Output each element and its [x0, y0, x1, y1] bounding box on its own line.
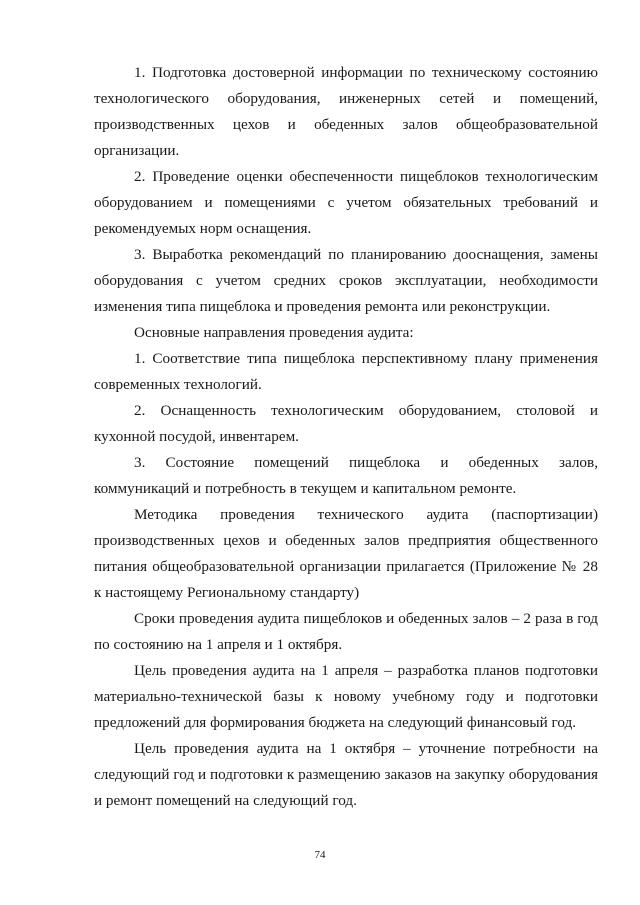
document-body — [94, 60, 598, 814]
paragraph-goal-3: 3. Выработка рекомендаций по планированию дооснащения, замены оборудования с учетом средних сроков эксплуатации, необходимости изменения типа пищеблока и проведения ремонта или реконструкции. — [94, 246, 598, 315]
paragraph-direction-3: 3. Состояние помещений пищеблока и обеденных залов, коммуникаций и потребность в текущем и капитальном ремонте. — [94, 454, 598, 497]
paragraph-audit-schedule: Сроки проведения аудита пищеблоков и обеденных залов – 2 раза в год по состоянию на 1 апреля и 1 октября. — [94, 610, 598, 653]
paragraph-goal-2: 2. Проведение оценки обеспеченности пищеблоков технологическим оборудованием и помещениями с учетом обязательных требований и рекомендуемых норм оснащения. — [94, 168, 598, 237]
page-number: 74 — [314, 849, 326, 861]
paragraph-october-goal: Цель проведения аудита на 1 октября – уточнение потребности на следующий год и подготовки к размещению заказов на закупку оборудования и ремонт помещений на следующий год. — [94, 740, 598, 809]
paragraph-directions-heading: Основные направления проведения аудита: — [134, 324, 414, 341]
paragraph-april-goal: Цель проведения аудита на 1 апреля – разработка планов подготовки материально-технической базы к новому учебному году и подготовки предложений для формирования бюджета на следующий финансовый год. — [94, 662, 598, 731]
paragraph-methodology: Методика проведения технического аудита (паспортизации) производственных цехов и обеденных залов предприятия общественного питания общеобразовательной организации прилагается (Приложение № 28 к настоящему Региональному стандарту) — [94, 506, 598, 601]
paragraph-direction-2: 2. Оснащенность технологическим оборудованием, столовой и кухонной посудой, инвентарем. — [94, 402, 598, 445]
paragraph-goal-1: 1. Подготовка достоверной информации по техническому состоянию технологического оборудования, инженерных сетей и помещений, производственных цехов и обеденных залов общеобразовательной организации. — [94, 64, 598, 159]
paragraph-direction-1: 1. Соответствие типа пищеблока перспективному плану применения современных технологий. — [94, 350, 598, 393]
